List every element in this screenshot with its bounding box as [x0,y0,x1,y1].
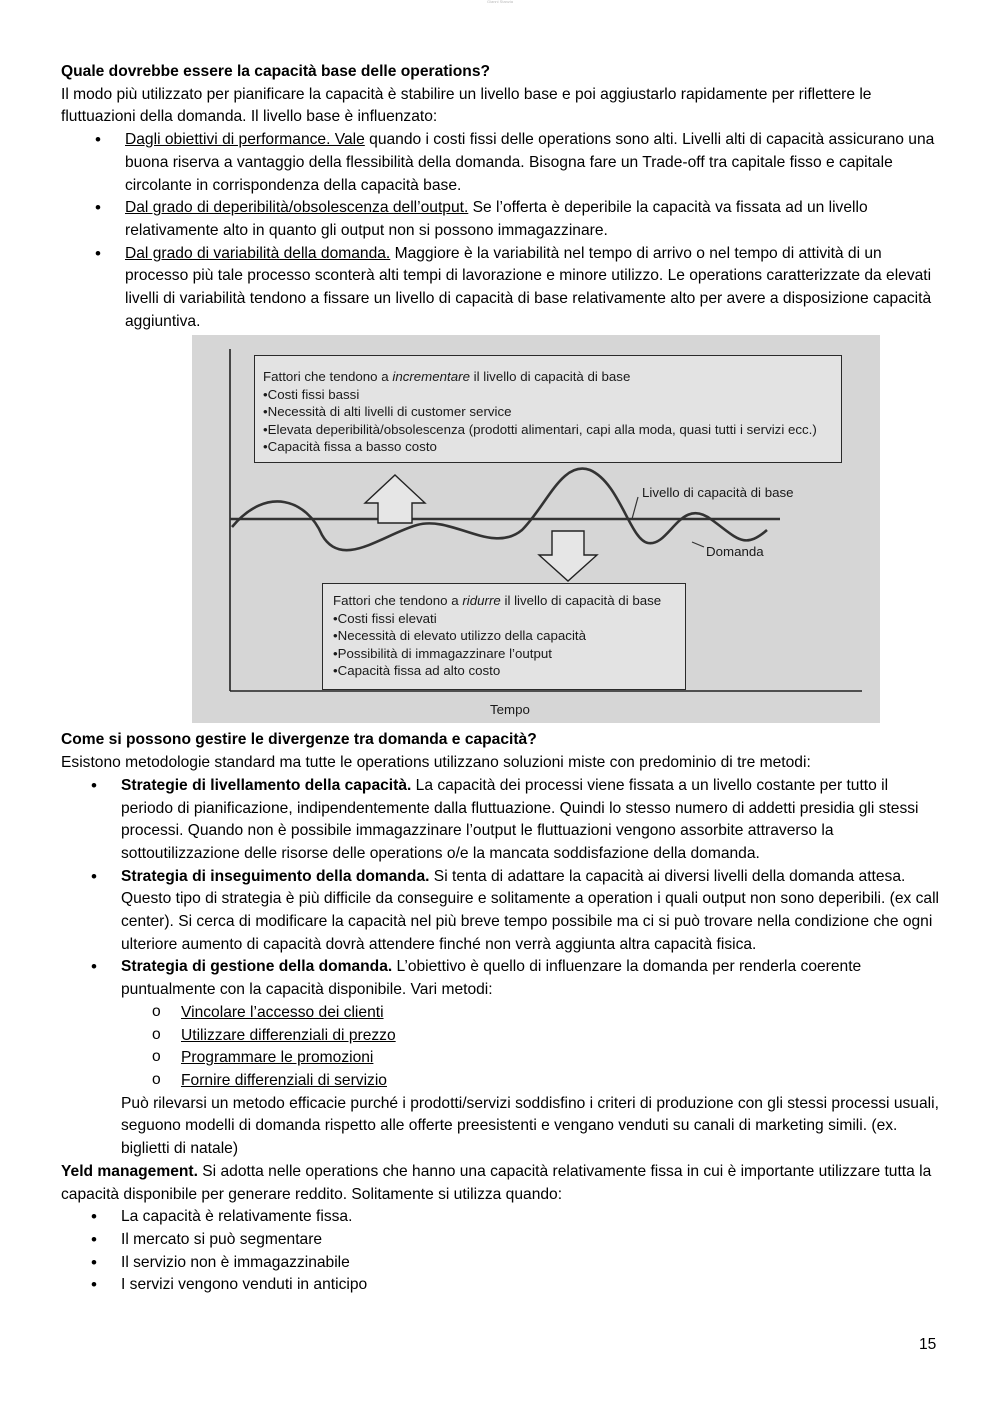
list-item: o Vincolare l’accesso dei clienti [181,1002,941,1025]
yield-conditions-list [61,1206,941,1297]
list-item: • La capacità è relativamente fissa. [121,1206,941,1229]
item-text: Se l’offerta è deperibile la capacità va fissata ad un livello relativamente alto in quanto gli output non si possono immagazzinare. [125,199,868,239]
list-item: • Costi fissi elevati [333,610,679,627]
watermark: Gianni Stanzia [486,0,513,4]
capacity-figure [192,335,880,723]
yield-management-paragraph [61,1161,941,1206]
list-item: o Fornire differenziali di servizio [181,1070,941,1093]
item-text: La capacità dei processi viene fissata a un livello costante per tutto il periodo di pianificazione, indipendentemente dalla fluttuazione. Quindi lo stesso numero di addetti presidia gli stessi processi. Quando non è possibile immagazzinare l’output le fluttuazioni vengono assorbite attraverso la sottoutilizzazione delle risorse delle operations o/e la mancata soddisfazione della domanda. [121,776,919,862]
list-item: o Programmare le promozioni [181,1047,941,1070]
list-item: • Possibilità di immagazzinare l’output [333,645,679,662]
item-text: L’obiettivo è quello di influenzare la domanda per renderla coerente puntualmente con la capacità disponibile. Vari metodi: [121,958,862,999]
capacity-label: Livello di capacità di base [642,485,794,501]
demand-note: Può rilevarsi un metodo efficacie purché i prodotti/servizi soddisfino i criteri di produzione con gli stessi processi usuali, seguono modelli di domanda rispetto alle offerte preesistenti e vengano venduti su canali di marketing simili. (ex. biglietti di natale) [121,1094,939,1158]
demand-leader [692,542,704,547]
page-number: 15 [919,1336,937,1353]
item-lead: Dagli obiettivi di performance. Vale [125,131,365,149]
demand-label: Domanda [706,544,764,560]
list-item [125,243,941,334]
list-item: • Elevata deperibilità/obsolescenza (prodotti alimentari, capi alla moda, quasi tutti i servizi ecc.) [263,421,835,438]
item-lead: Dal grado di deperibilità/obsolescenza dell’output. [125,199,469,217]
time-axis-label: Tempo [490,702,530,718]
box-title: Fattori che tendono a ridurre il livello di capacità di base [333,593,662,609]
list-item: • Necessità di alti livelli di customer service [263,403,835,420]
list-item: • Necessità di elevato utilizzo della capacità [333,627,679,644]
base-capacity-factors-list [61,129,941,333]
box-title: Fattori che tendono a incrementare il livello di capacità di base [263,369,631,385]
list-item [125,197,941,242]
item-lead: Strategia di inseguimento della domanda. [121,867,430,885]
paragraph-lead: Yeld management. [61,1162,198,1180]
reduce-factors-box [322,583,686,690]
paragraph-text: Si adotta nelle operations che hanno una capacità relativamente fissa in cui è importante utilizzare tutta la capacità disponibile per generare reddito. Solitamente si utilizza quando: [61,1162,932,1203]
section-intro: Il modo più utilizzato per pianificare la capacità è stabilire un livello base e poi aggiustarlo rapidamente per riflettere le fluttuazioni della domanda. Il livello base è influenzato: [61,85,872,126]
list-item: • Capacità fissa a basso costo [263,438,835,455]
list-item [125,129,941,197]
item-lead: Dal grado di variabilità della domanda. [125,244,391,262]
list-item: • Il servizio non è immagazzinabile [121,1252,941,1275]
list-item [121,775,941,866]
capacity-leader [632,497,638,519]
item-text: Maggiore è la variabilità nel tempo di arrivo o nel tempo di attività di un processo più tale processo sconterà alti tempi di lavorazione e minore utilizzo. Le operations caratterizzate da elevati livelli di variabilità tendono a fissare un livello di capacità di base relativamente alto per avere a disposizione capacità aggiuntiva. [125,244,932,330]
down-arrow-icon [539,531,597,581]
increase-factors-list [263,386,835,456]
list-item [121,866,941,957]
demand-curve [232,469,767,551]
section-title-divergences: Come si possono gestire le divergenze tra domanda e capacità? [61,731,537,749]
item-text: Si tenta di adattare la capacità ai diversi livelli della domanda attesa. Questo tipo di strategia è più difficile da conseguire e solitamente a operation i quali output non sono deperibili. (ex call center). Si cerca di modificare la capacità nel più breve tempo possibile ma ci si può trovare nella condizione che ogni ulteriore aumento di capacità dovrà attendere finché non verrà aggiunta altra capacità fisica. [121,867,940,953]
item-lead: Strategie di livellamento della capacità. [121,776,412,794]
section-title-base-capacity: Quale dovrebbe essere la capacità base delle operations? [61,63,491,80]
document-body [61,61,941,1297]
demand-methods-list [61,1002,941,1093]
list-item: o Utilizzare differenziali di prezzo [181,1025,941,1048]
list-item: • Capacità fissa ad alto costo [333,662,679,679]
item-text: quando i costi fissi delle operations sono alti. Livelli alti di capacità assicurano una buona riserva a vantaggio della flessibilità della domanda. Bisogna fare un Trade-off tra capitale fisso e capitale circolante in corrispondenza della capacità base. [125,131,935,194]
increase-factors-box [254,355,842,463]
list-item: • I servizi vengono venduti in anticipo [121,1274,941,1297]
strategies-list [61,775,941,1002]
up-arrow-icon [365,475,425,523]
reduce-factors-list [333,610,679,680]
item-lead: Strategia di gestione della domanda. [121,958,393,976]
list-item: • Il mercato si può segmentare [121,1229,941,1252]
list-item: • Costi fissi bassi [263,386,835,403]
section-intro: Esistono metodologie standard ma tutte le operations utilizzano soluzioni miste con predominio di tre metodi: [61,754,811,772]
list-item [121,956,941,1001]
